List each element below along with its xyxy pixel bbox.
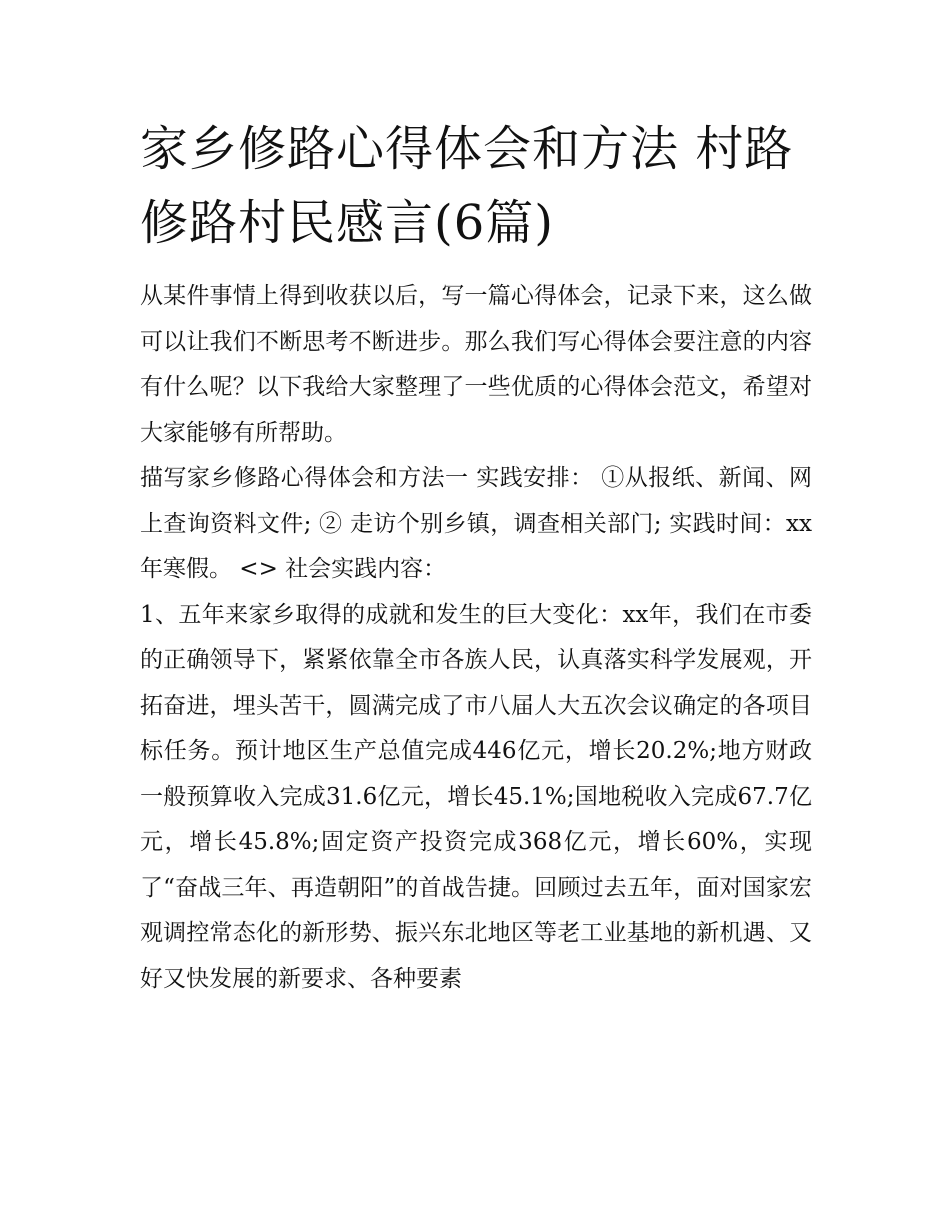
achievements-paragraph: 1、五年来家乡取得的成就和发生的巨大变化：xx年，我们在市委的正确领导下，紧紧依靠全市各族人民，认真落实科学发展观，开拓奋进，埋头苦干，圆满完成了市八届人大五次会议确定的各项目标任务。预计地区生产总值完成446亿元，增长20.2%;地方财政一般预算收入完成31.6亿元，增长45.1%;国地税收入完成67.7亿元，增长45.8%;固定资产投资完成368亿元，增长60%，实现了“奋战三年、再造朝阳”的首战告捷。回顾过去五年，面对国家宏观调控常态化的新形势、振兴东北地区等老工业基地的新机遇、又好又快发展的新要求、各种要素 bbox=[140, 601, 812, 992]
document-page bbox=[140, 112, 812, 1002]
document-title: 家乡修路心得体会和方法 村路修路村民感言(6篇) bbox=[140, 121, 794, 251]
intro-paragraph: 从某件事情上得到收获以后，写一篇心得体会，记录下来，这么做可以让我们不断思考不断进步。那么我们写心得体会要注意的内容有什么呢？以下我给大家整理了一些优质的心得体会范文，希望对大家能够有所帮助。 bbox=[140, 283, 812, 446]
practice-arrangement-paragraph: 描写家乡修路心得体会和方法一 实践安排： ①从报纸、新闻、网上查询资料文件; ② 走访个别乡镇，调查相关部门; 实践时间：xx年寒假。 <> 社会实践内容： bbox=[140, 465, 812, 582]
